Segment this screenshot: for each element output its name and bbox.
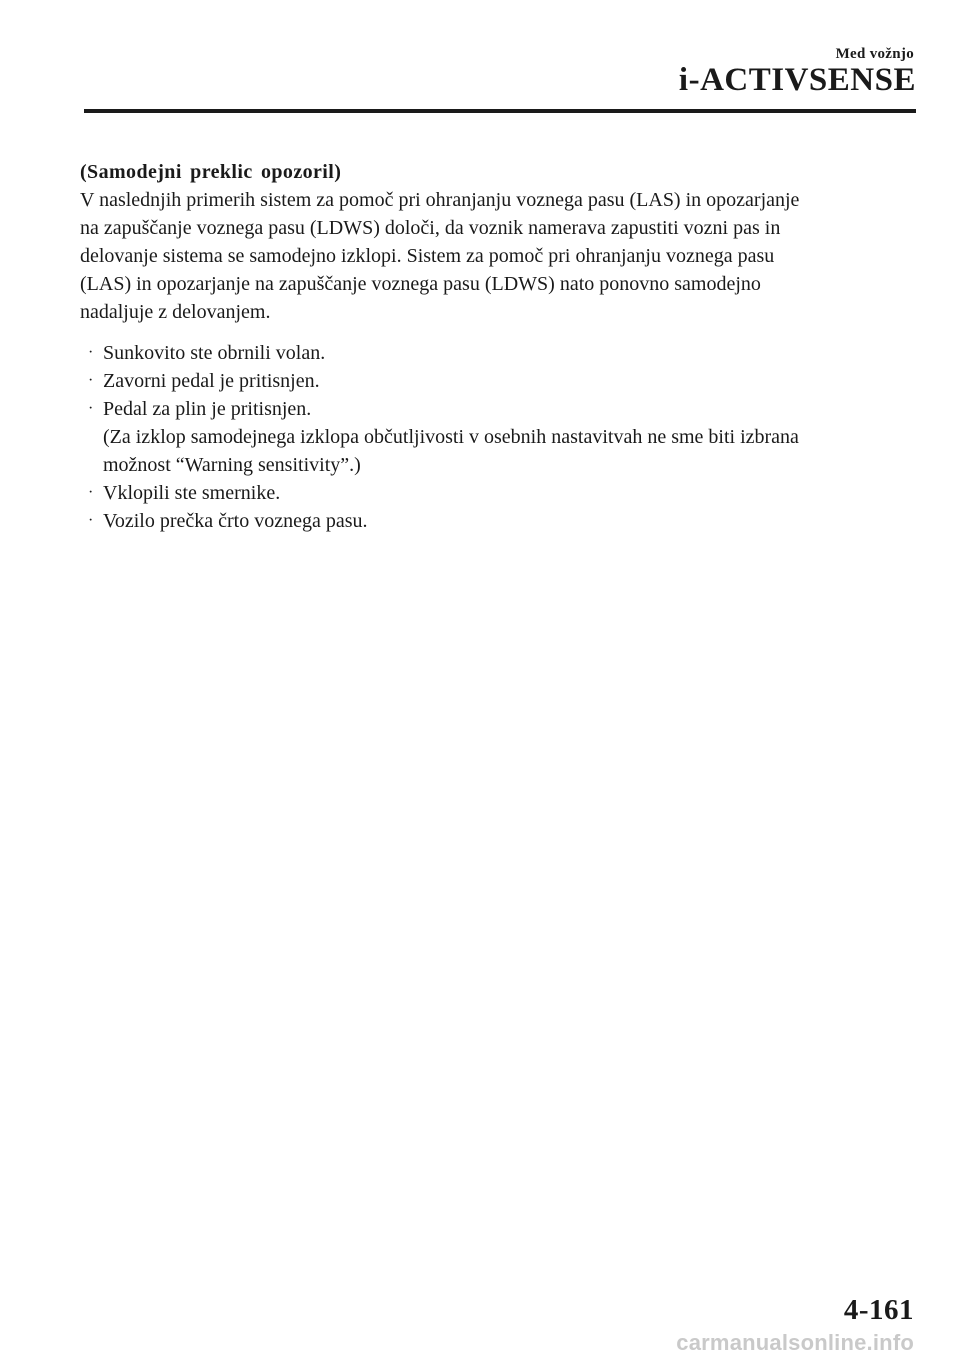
header-rule xyxy=(84,109,916,113)
list-item xyxy=(80,367,920,395)
list-item xyxy=(80,339,920,367)
main-content xyxy=(80,158,920,535)
header-title: i-ACTIVSENSE xyxy=(678,62,916,98)
condition-list xyxy=(80,339,920,535)
paragraph-line: nadaljuje z delovanjem. xyxy=(80,301,271,323)
list-item xyxy=(80,395,920,479)
section-subheading: (Samodejni preklic opozoril) xyxy=(80,161,342,183)
page-number: 4-161 xyxy=(843,1294,914,1326)
watermark-text: carmanualsonline.info xyxy=(676,1330,914,1355)
list-item xyxy=(80,479,920,507)
bullet-dot-icon: · xyxy=(88,400,94,417)
bullet-dot-icon: · xyxy=(88,512,94,529)
bullet-dot-icon: · xyxy=(88,484,94,501)
paragraph-line: (LAS) in opozarjanje na zapuščanje voznega pasu (LDWS) nato ponovno samodejno xyxy=(80,273,761,295)
bullet-dot-icon: · xyxy=(88,344,94,361)
list-item-text: Zavorni pedal je pritisnjen. xyxy=(103,370,320,392)
list-item-note-line: (Za izklop samodejnega izklopa občutljivosti v osebnih nastavitvah ne sme biti izbrana xyxy=(103,426,799,448)
list-item-note-line: možnost “Warning sensitivity”.) xyxy=(103,454,361,476)
list-item-text: Vozilo prečka črto voznega pasu. xyxy=(103,510,368,532)
list-item-text: Pedal za plin je pritisnjen. xyxy=(103,398,312,420)
paragraph-line: V naslednjih primerih sistem za pomoč pri ohranjanju voznega pasu (LAS) in opozarjanje xyxy=(80,189,800,211)
header-section-label: Med vožnjo xyxy=(835,46,914,62)
list-item-text: Vklopili ste smernike. xyxy=(103,482,281,504)
list-item-text: Sunkovito ste obrnili volan. xyxy=(103,342,326,364)
list-item xyxy=(80,507,920,535)
intro-paragraph xyxy=(80,186,920,326)
paragraph-line: delovanje sistema se samodejno izklopi. Sistem za pomoč pri ohranjanju voznega pasu xyxy=(80,245,775,267)
bullet-dot-icon: · xyxy=(88,372,94,389)
paragraph-line: na zapuščanje voznega pasu (LDWS) določi, da voznik namerava zapustiti vozni pas in xyxy=(80,217,781,239)
